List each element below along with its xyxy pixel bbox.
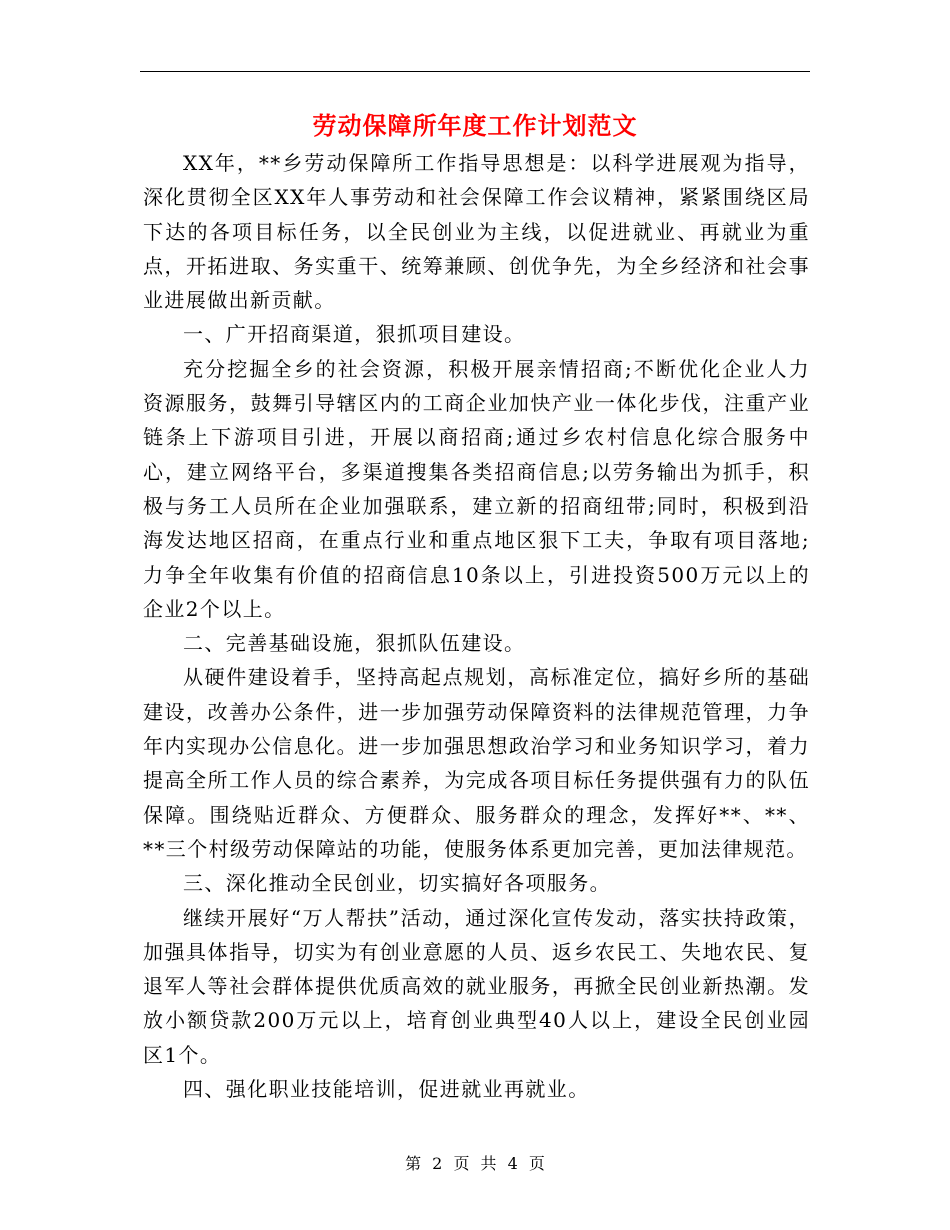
- section-heading-4: 四、强化职业技能培训，促进就业再就业。: [183, 1077, 590, 1102]
- section-heading-2: 二、完善基础设施，狠抓队伍建设。: [183, 631, 526, 656]
- paragraph-section-2: 从硬件建设着手，坚持高起点规划，高标准定位，搞好乡所的基础建设，改善办公条件，进一步加强劳动保障资料的法律规范管理，力争年内实现办公信息化。进一步加强思想政治学习和业务知识学习，着力提高全所工作人员的综合素养，为完成各项目标任务提供强有力的队伍保障。围绕贴近群众、方便群众、服务群众的理念，发挥好**、**、**三个村级劳动保障站的功能，使服务体系更加完善，更加法律规范。: [143, 665, 810, 861]
- section-heading-1: 一、广开招商渠道，狠抓项目建设。: [183, 322, 526, 347]
- header-rule: [140, 71, 810, 72]
- paragraph-intro: XX年，**乡劳动保障所工作指导思想是：以科学进展观为指导，深化贯彻全区XX年人事劳动和社会保障工作会议精神，紧紧围绕区局下达的各项目标任务，以全民创业为主线，以促进就业、再就业为重点，开拓进取、务实重干、统筹兼顾、创优争先，为全乡经济和社会事业进展做出新贡献。: [143, 151, 810, 313]
- document-body: [143, 146, 810, 1106]
- paragraph-section-1: 充分挖掘全乡的社会资源，积极开展亲情招商;不断优化企业人力资源服务，鼓舞引导辖区内的工商企业加快产业一体化步伐，注重产业链条上下游项目引进，开展以商招商;通过乡农村信息化综合服务中心，建立网络平台，多渠道搜集各类招商信息;以劳务输出为抓手，积极与务工人员所在企业加强联系，建立新的招商纽带;同时，积极到沿海发达地区招商，在重点行业和重点地区狠下工夫，争取有项目落地;力争全年收集有价值的招商信息10条以上，引进投资500万元以上的企业2个以上。: [143, 356, 810, 621]
- document-title: 劳动保障所年度工作计划范文: [312, 111, 638, 140]
- section-heading-3: 三、深化推动全民创业，切实搞好各项服务。: [183, 871, 611, 896]
- paragraph-section-3: 继续开展好“万人帮扶”活动，通过深化宣传发动，落实扶持政策，加强具体指导，切实为有创业意愿的人员、返乡农民工、失地农民、复退军人等社会群体提供优质高效的就业服务，再掀全民创业新热潮。发放小额贷款200万元以上，培育创业典型40人以上，建设全民创业园区1个。: [143, 905, 810, 1067]
- page-number-footer: 第 2 页 共 4 页: [405, 1154, 545, 1173]
